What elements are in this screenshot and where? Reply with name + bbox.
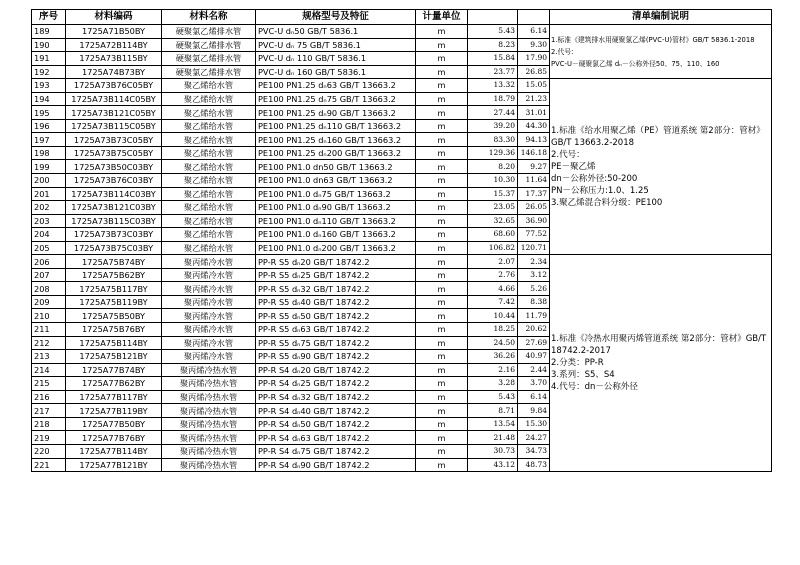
unit-of-measure: m [416,65,468,79]
row-number: 193 [32,79,66,93]
price-value-2: 31.01 [518,106,550,120]
price-value-1: 8.20 [468,160,518,174]
unit-of-measure: m [416,417,468,431]
row-number: 196 [32,119,66,133]
row-number: 205 [32,241,66,255]
price-value-2: 48.73 [518,458,550,472]
row-number: 212 [32,336,66,350]
material-code: 1725A75B50BY [66,309,162,323]
material-spec: PP-R S5 dₙ20 GB/T 18742.2 [256,255,416,269]
price-value-2: 9.27 [518,160,550,174]
material-spec: PP-R S4 dₙ40 GB/T 18742.2 [256,404,416,418]
price-value-1: 2.07 [468,255,518,269]
price-value-2: 6.14 [518,390,550,404]
price-value-2: 9.30 [518,38,550,52]
price-value-1: 27.44 [468,106,518,120]
material-name: 聚乙烯给水管 [162,133,256,147]
material-name: 聚丙烯冷水管 [162,309,256,323]
material-code: 1725A77B119BY [66,404,162,418]
material-name: 聚丙烯冷水管 [162,268,256,282]
price-value-2: 5.26 [518,282,550,296]
price-value-2: 27.69 [518,336,550,350]
price-value-2: 94.13 [518,133,550,147]
material-name: 聚乙烯给水管 [162,119,256,133]
row-number: 215 [32,377,66,391]
price-value-2: 24.27 [518,431,550,445]
row-number: 200 [32,174,66,188]
material-code: 1725A73B121C03BY [66,201,162,215]
material-code: 1725A77B74BY [66,363,162,377]
material-spec: PP-R S4 dₙ50 GB/T 18742.2 [256,417,416,431]
material-code: 1725A72B114BY [66,38,162,52]
material-name: 聚丙烯冷热水管 [162,417,256,431]
row-number: 201 [32,187,66,201]
note-line: dn－公称外径:50-200 [551,173,638,184]
row-number: 219 [32,431,66,445]
note-line: 1.标准《建筑排水用硬聚氯乙烯(PVC-U)管材》GB/T 5836.1-2018 [551,35,755,44]
unit-of-measure: m [416,458,468,472]
material-name: 聚乙烯给水管 [162,79,256,93]
unit-of-measure: m [416,38,468,52]
unit-of-measure: m [416,146,468,160]
price-value-2: 2.44 [518,363,550,377]
material-spec: PE100 PN1.25 dₙ110 GB/T 13663.2 [256,119,416,133]
material-code: 1725A75B76BY [66,323,162,337]
price-value-2: 8.38 [518,295,550,309]
price-value-1: 129.36 [468,146,518,160]
price-value-2: 17.90 [518,52,550,66]
note-line: 2.分类：PP-R [551,358,604,369]
row-number: 191 [32,52,66,66]
material-code: 1725A75B114BY [66,336,162,350]
price-value-1: 13.32 [468,79,518,93]
price-value-2: 26.85 [518,65,550,79]
material-code: 1725A75B121BY [66,350,162,364]
price-value-2: 6.14 [518,25,550,39]
material-spec: PE100 PN1.0 dₙ200 GB/T 13663.2 [256,241,416,255]
material-code: 1725A74B73BY [66,65,162,79]
note-line: 2.代号： [551,149,585,160]
material-name: 硬聚氯乙烯排水管 [162,65,256,79]
unit-of-measure: m [416,119,468,133]
price-value-1: 24.50 [468,336,518,350]
material-code: 1725A73B115C05BY [66,119,162,133]
note-line: 4.代号：dn－公称外径 [551,382,638,393]
material-spec: PP-R S4 dₙ25 GB/T 18742.2 [256,377,416,391]
material-name: 硬聚氯乙烯排水管 [162,52,256,66]
note-line: PE－聚乙烯 [551,161,596,172]
row-number: 216 [32,390,66,404]
material-name: 聚乙烯给水管 [162,174,256,188]
price-value-1: 3.28 [468,377,518,391]
price-value-1: 13.54 [468,417,518,431]
material-spec: PVC-U dₙ 160 GB/T 5836.1 [256,65,416,79]
material-spec: PE100 PN1.25 dₙ90 GB/T 13663.2 [256,106,416,120]
material-code: 1725A73B114C05BY [66,92,162,106]
price-value-1: 8.23 [468,38,518,52]
price-value-2: 15.05 [518,79,550,93]
material-code: 1725A73B115BY [66,52,162,66]
material-name: 聚丙烯冷热水管 [162,390,256,404]
material-code: 1725A77B121BY [66,458,162,472]
unit-of-measure: m [416,79,468,93]
material-spec: PVC-U dₙ 75 GB/T 5836.1 [256,38,416,52]
material-spec: PP-R S5 dₙ25 GB/T 18742.2 [256,268,416,282]
material-spec: PP-R S4 dₙ90 GB/T 18742.2 [256,458,416,472]
unit-of-measure: m [416,160,468,174]
price-value-2: 34.73 [518,444,550,458]
table-row [32,255,772,269]
material-name: 聚乙烯给水管 [162,106,256,120]
unit-of-measure: m [416,295,468,309]
price-value-1: 10.30 [468,174,518,188]
note-line: PN－公称压力:1.0、1.25 [551,185,649,196]
price-value-2: 9.84 [518,404,550,418]
unit-of-measure: m [416,133,468,147]
material-name: 聚乙烯给水管 [162,92,256,106]
row-number: 210 [32,309,66,323]
price-value-2: 40.97 [518,350,550,364]
material-name: 聚丙烯冷热水管 [162,404,256,418]
compilation-note [550,255,772,472]
material-name: 硬聚氯乙烯排水管 [162,25,256,39]
price-value-1: 43.12 [468,458,518,472]
material-code: 1725A75B117BY [66,282,162,296]
material-spec: PP-R S5 dₙ75 GB/T 18742.2 [256,336,416,350]
unit-of-measure: m [416,282,468,296]
material-code: 1725A73B75C05BY [66,146,162,160]
unit-of-measure: m [416,444,468,458]
row-number: 220 [32,444,66,458]
material-code: 1725A77B50BY [66,417,162,431]
row-number: 204 [32,228,66,242]
unit-of-measure: m [416,404,468,418]
price-value-1: 36.26 [468,350,518,364]
unit-of-measure: m [416,255,468,269]
material-spec: PE100 PN1.0 dₙ110 GB/T 13663.2 [256,214,416,228]
table-row [32,79,772,93]
price-value-2: 2.34 [518,255,550,269]
price-value-1: 39.20 [468,119,518,133]
price-value-1: 4.66 [468,282,518,296]
unit-of-measure: m [416,431,468,445]
material-name: 聚丙烯冷水管 [162,350,256,364]
material-spec: PE100 PN1.0 dn63 GB/T 13663.2 [256,174,416,188]
material-name: 聚丙烯冷热水管 [162,431,256,445]
price-value-1: 106.82 [468,241,518,255]
row-number: 194 [32,92,66,106]
unit-of-measure: m [416,52,468,66]
row-number: 218 [32,417,66,431]
unit-of-measure: m [416,187,468,201]
row-number: 211 [32,323,66,337]
material-name: 聚乙烯给水管 [162,241,256,255]
note-line: PVC-U－硬聚氯乙烯 dₙ－公称外径50、75、110、160 [551,59,720,68]
price-value-2: 15.30 [518,417,550,431]
material-name: 聚丙烯冷水管 [162,255,256,269]
header-row [32,10,772,25]
row-number: 214 [32,363,66,377]
price-value-1: 23.05 [468,201,518,215]
material-code: 1725A73B50C03BY [66,160,162,174]
price-value-2: 77.52 [518,228,550,242]
price-value-1: 30.73 [468,444,518,458]
row-number: 206 [32,255,66,269]
price-value-2: 36.90 [518,214,550,228]
material-spec: PE100 PN1.0 dₙ75 GB/T 13663.2 [256,187,416,201]
material-code: 1725A77B114BY [66,444,162,458]
material-code: 1725A75B74BY [66,255,162,269]
unit-of-measure: m [416,377,468,391]
row-number: 198 [32,146,66,160]
material-name: 聚丙烯冷水管 [162,323,256,337]
price-value-1: 2.76 [468,268,518,282]
unit-of-measure: m [416,268,468,282]
material-code: 1725A73B76C03BY [66,174,162,188]
material-name: 聚乙烯给水管 [162,146,256,160]
price-value-1: 23.77 [468,65,518,79]
material-code: 1725A71B50BY [66,25,162,39]
material-name: 聚乙烯给水管 [162,214,256,228]
material-code: 1725A73B73C05BY [66,133,162,147]
header-value-1 [468,10,518,25]
material-spec: PVC-U dₙ50 GB/T 5836.1 [256,25,416,39]
price-value-2: 120.71 [518,241,550,255]
price-value-1: 8.71 [468,404,518,418]
price-value-2: 3.12 [518,268,550,282]
unit-of-measure: m [416,201,468,215]
note-line: 1.标准《给水用聚乙烯（PE）管道系统 第2部分：管材》GB/T 13663.2-2018 [551,125,765,148]
price-value-1: 18.79 [468,92,518,106]
material-code: 1725A73B121C05BY [66,106,162,120]
material-spec: PE100 PN1.0 dₙ160 GB/T 13663.2 [256,228,416,242]
material-code: 1725A73B73C03BY [66,228,162,242]
price-value-1: 10.44 [468,309,518,323]
price-value-1: 68.60 [468,228,518,242]
material-spec: PP-R S4 dₙ32 GB/T 18742.2 [256,390,416,404]
unit-of-measure: m [416,25,468,39]
material-name: 聚乙烯给水管 [162,228,256,242]
material-spec: PP-R S5 dₙ63 GB/T 18742.2 [256,323,416,337]
row-number: 203 [32,214,66,228]
material-spec: PE100 PN1.25 dₙ200 GB/T 13663.2 [256,146,416,160]
compilation-note [550,79,772,255]
price-value-1: 7.42 [468,295,518,309]
price-value-1: 21.48 [468,431,518,445]
material-code: 1725A73B114C03BY [66,187,162,201]
material-name: 聚乙烯给水管 [162,201,256,215]
header-name: 材料名称 [162,10,256,25]
material-code: 1725A73B76C05BY [66,79,162,93]
material-name: 硬聚氯乙烯排水管 [162,38,256,52]
row-number: 192 [32,65,66,79]
material-code: 1725A73B115C03BY [66,214,162,228]
material-spec: PP-R S4 dₙ63 GB/T 18742.2 [256,431,416,445]
unit-of-measure: m [416,174,468,188]
unit-of-measure: m [416,323,468,337]
unit-of-measure: m [416,228,468,242]
price-value-1: 2.16 [468,363,518,377]
note-line: 1.标准《冷热水用聚丙烯管道系统 第2部分：管材》GB/T 18742.2-2017 [551,334,767,357]
price-value-1: 15.84 [468,52,518,66]
header-code: 材料编码 [66,10,162,25]
material-spec: PVC-U dₙ 110 GB/T 5836.1 [256,52,416,66]
row-number: 217 [32,404,66,418]
material-name: 聚丙烯冷水管 [162,295,256,309]
material-code: 1725A75B62BY [66,268,162,282]
material-code: 1725A73B75C03BY [66,241,162,255]
unit-of-measure: m [416,390,468,404]
material-code: 1725A75B119BY [66,295,162,309]
row-number: 190 [32,38,66,52]
material-spec: PP-R S5 dₙ40 GB/T 18742.2 [256,295,416,309]
unit-of-measure: m [416,106,468,120]
material-spec: PE100 PN1.0 dₙ90 GB/T 13663.2 [256,201,416,215]
unit-of-measure: m [416,350,468,364]
unit-of-measure: m [416,336,468,350]
row-number: 213 [32,350,66,364]
material-name: 聚乙烯给水管 [162,187,256,201]
material-spec: PE100 PN1.25 dₙ160 GB/T 13663.2 [256,133,416,147]
unit-of-measure: m [416,241,468,255]
price-value-2: 26.05 [518,201,550,215]
price-value-2: 20.62 [518,323,550,337]
table-row [32,25,772,39]
price-value-2: 11.64 [518,174,550,188]
material-spec: PE100 PN1.25 dₙ63 GB/T 13663.2 [256,79,416,93]
row-number: 189 [32,25,66,39]
price-value-1: 32.65 [468,214,518,228]
material-spec: PE100 PN1.25 dₙ75 GB/T 13663.2 [256,92,416,106]
material-code: 1725A77B62BY [66,377,162,391]
note-line: 3.聚乙烯混合料分级：PE100 [551,197,663,208]
price-value-2: 3.70 [518,377,550,391]
row-number: 197 [32,133,66,147]
material-spec: PP-R S4 dₙ20 GB/T 18742.2 [256,363,416,377]
row-number: 221 [32,458,66,472]
price-value-1: 5.43 [468,390,518,404]
price-value-2: 17.37 [518,187,550,201]
material-code: 1725A77B76BY [66,431,162,445]
unit-of-measure: m [416,363,468,377]
price-value-1: 5.43 [468,25,518,39]
material-name: 聚丙烯冷热水管 [162,363,256,377]
material-spec: PP-R S4 dₙ75 GB/T 18742.2 [256,444,416,458]
row-number: 202 [32,201,66,215]
price-value-1: 18.25 [468,323,518,337]
row-number: 199 [32,160,66,174]
material-name: 聚丙烯冷水管 [162,282,256,296]
material-name: 聚丙烯冷热水管 [162,377,256,391]
unit-of-measure: m [416,214,468,228]
row-number: 195 [32,106,66,120]
material-name: 聚丙烯冷热水管 [162,444,256,458]
row-number: 208 [32,282,66,296]
compilation-note [550,25,772,79]
header-spec: 规格型号及特征 [256,10,416,25]
price-value-2: 11.79 [518,309,550,323]
material-spec: PP-R S5 dₙ90 GB/T 18742.2 [256,350,416,364]
material-spec: PP-R S5 dₙ32 GB/T 18742.2 [256,282,416,296]
header-note: 清单编制说明 [550,10,772,25]
row-number: 209 [32,295,66,309]
material-spec: PE100 PN1.0 dn50 GB/T 13663.2 [256,160,416,174]
unit-of-measure: m [416,92,468,106]
header-value-2 [518,10,550,25]
material-name: 聚乙烯给水管 [162,160,256,174]
price-value-1: 83.30 [468,133,518,147]
price-value-2: 21.23 [518,92,550,106]
material-list-table [31,9,772,472]
price-value-1: 15.37 [468,187,518,201]
material-name: 聚丙烯冷热水管 [162,458,256,472]
header-unit: 计量单位 [416,10,468,25]
price-value-2: 44.30 [518,119,550,133]
note-line: 3.系列：S5、S4 [551,370,615,381]
note-line: 2.代号: [551,47,574,56]
row-number: 207 [32,268,66,282]
material-name: 聚丙烯冷水管 [162,336,256,350]
material-code: 1725A77B117BY [66,390,162,404]
header-no: 序号 [32,10,66,25]
unit-of-measure: m [416,309,468,323]
price-value-2: 146.18 [518,146,550,160]
material-spec: PP-R S5 dₙ50 GB/T 18742.2 [256,309,416,323]
